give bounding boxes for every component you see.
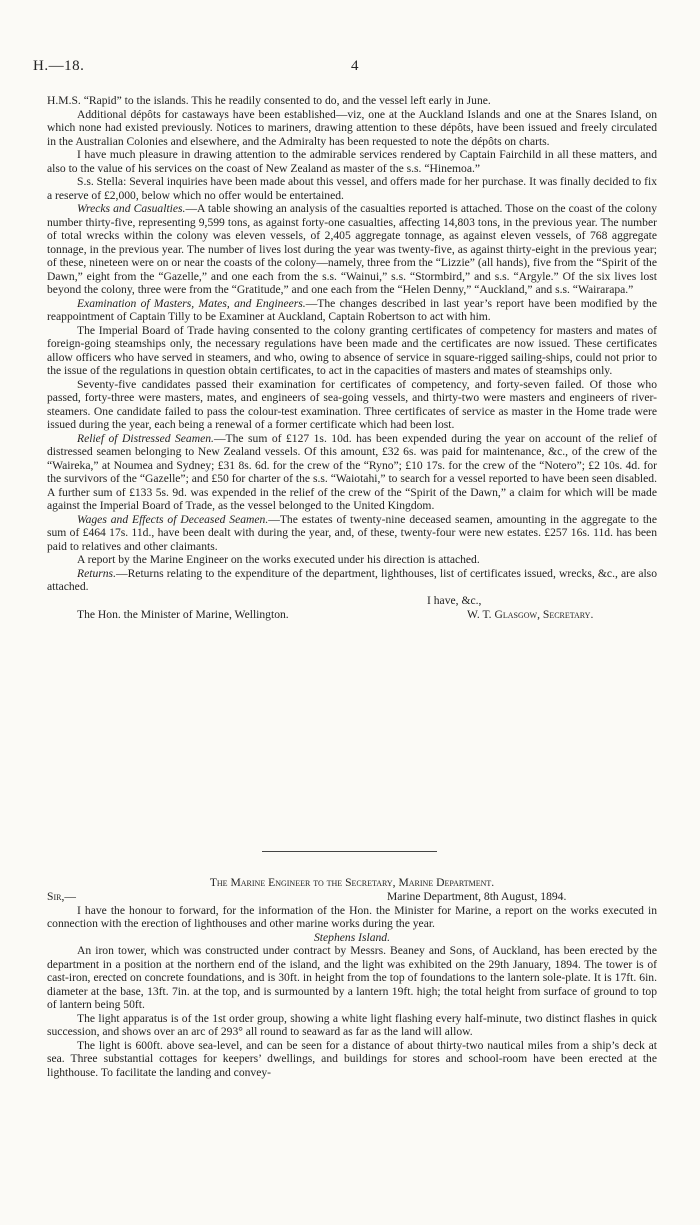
salutation: Sir,— — [47, 889, 76, 903]
addressee: The Hon. the Minister of Marine, Wellington. — [77, 607, 289, 621]
report-code: H.—18. — [33, 58, 85, 74]
paragraph-text: —Returns relating to the expenditure of the department, lighthouses, list of certificates issued, wrecks, &c., are also attached. — [47, 566, 657, 593]
subheading — [47, 931, 657, 945]
section-heading: Wrecks and Casualties. — [77, 202, 186, 215]
signature-line — [47, 608, 657, 622]
section-divider — [262, 851, 437, 852]
secretary-report-body — [47, 94, 657, 622]
letter-date: Marine Department, 8th August, 1894. — [387, 889, 567, 903]
letter-title: The Marine Engineer to the Secretary, Marine Department. — [209, 876, 495, 889]
paragraph-text: —The estates of twenty-nine deceased seamen, amounting in the aggregate to the sum of £464 17s. 11d., have been dealt with during the year, and, of these, twenty-four were new estates. £257 16s. 11d. has been paid to relatives and other claimants. — [47, 512, 657, 553]
paragraph: A report by the Marine Engineer on the works executed under his direction is attached. — [77, 553, 480, 566]
paragraph — [47, 432, 657, 513]
closing-line — [47, 594, 657, 608]
section-heading: Wages and Effects of Deceased Seamen. — [77, 512, 269, 526]
paragraph: The light is 600ft. above sea-level, and can be seen for a distance of about thirty-two nautical miles from a ship’s deck at sea. Three substantial cottages for keepers’ dwellings, and buildings for stores and school-room have been erected at the lighthouse. To facilitate the landing and convey- — [47, 1038, 657, 1079]
paragraph — [47, 513, 657, 554]
paragraph-text: —The changes described in last year’s report have been modified by the reappointment of Captain Tilly to be Examiner at Auckland, Captain Robertson to act with him. — [47, 296, 658, 323]
paragraph — [47, 202, 657, 297]
paragraph: The light apparatus is of the 1st order group, showing a white light flashing every half-minute, two distinct flashes in quick succession, and shows over an arc of 293° all round to seaward as far as the land will allow. — [47, 1011, 657, 1038]
paragraph: I have the honour to forward, for the information of the Hon. the Minister for Marine, a report on the works executed in connection with the erection of lighthouses and other marine works during the year. — [47, 903, 657, 930]
signature: W. T. Glasgow, Secretary. — [467, 607, 594, 621]
paragraph: An iron tower, which was constructed under contract by Messrs. Beaney and Sons, of Auckland, has been erected by the department in a position at the northern end of the island, and the light was exhibited on the 29th January, 1894. The tower is of cast-iron, erected on concrete foundations, and is 30ft. in height from the top of foundations to the lantern sole-plate. It is 17ft. 6in. diameter at the base, 13ft. 7in. at the top, and is surmounted by a lantern 19ft. high; the total height from surface of ground to top of lantern being 50ft. — [47, 944, 657, 1011]
paragraph: The Imperial Board of Trade having consented to the colony granting certificates of competency for masters and mates of foreign-going steamships only, the necessary regulations have been made and the certificates are now issued. These certificates allow officers who have served in steamers, and who, owing to absence of service in square-rigged sailing-ships, could not prior to the issue of the regulations in question obtain certificates, to act in the capacities of masters and mates of steamships only. — [47, 323, 657, 377]
marine-engineer-report-body — [47, 876, 657, 1079]
salutation-line — [47, 890, 657, 904]
page-number: 4 — [351, 58, 359, 74]
paragraph: H.M.S. “Rapid” to the islands. This he readily consented to do, and the vessel left early in June. — [47, 94, 491, 107]
paragraph-text: —The sum of £127 1s. 10d. has been expended during the year on account of the relief of distressed seamen belonging to New Zealand vessels. Of this amount, £32 6s. was paid for maintenance, &c., of the crew of the “Waireka,” at Noumea and Sydney; £31 8s. 6d. for the crew of the “Ryno”; £10 17s. for the crew of the “Notero”; £2 10s. 4d. for the survivors of the “Gazelle”; and £50 for charter of the s.s. “Waiotahi,” to search for a vessel reported to have been seen disabled. A further sum of £133 5s. 9d. was expended in the relief of the crew of the “Spirit of the Dawn,” a claim for which will be made against the Imperial Board of Trade, as the vessel belonged to the United Kingdom. — [47, 431, 657, 512]
paragraph: Seventy-five candidates passed their examination for certificates of competency, and forty-seven failed. Of those who passed, forty-three were masters, mates, and engineers of sea-going vessels, and thirty-two were masters and engineers of river-steamers. One candidate failed to pass the colour-test examination. Three certificates of service as master in the Home trade were issued during the year, each being a renewal of a former certificate which had been lost. — [47, 377, 657, 431]
section-heading: Returns. — [77, 566, 116, 580]
subheading-text: Stephens Island. — [314, 930, 390, 944]
paragraph: Additional dépôts for castaways have been established—viz, one at the Auckland Islands and one at the Snares Island, on which none had existed previously. Notices to mariners, drawing attention to these dépôts, have been issued and freely circulated in the Australian Colonies and elsewhere, and the Admiralty has been requested to note the dépôts on charts. — [47, 107, 657, 148]
section-heading: Examination of Masters, Mates, and Engineers. — [77, 296, 306, 310]
section-heading: Relief of Distressed Seamen. — [77, 431, 214, 445]
paragraph — [47, 567, 657, 594]
paragraph: I have much pleasure in drawing attention to the admirable services rendered by Captain Fairchild in all these matters, and also to the value of his services on the coast of New Zealand as master of the s.s. “Hinemoa.” — [47, 148, 657, 175]
paragraph: S.s. Stella: Several inquiries have been made about this vessel, and offers made for her purchase. It was finally decided to fix a reserve of £2,000, below which no offer would be entertained. — [47, 175, 657, 202]
closing-phrase: I have, &c., — [427, 593, 482, 607]
paragraph-text: —A table showing an analysis of the casualties reported is attached. Those on the coast of the colony number thirty-five, representing 9,599 tons, as against forty-one casualties, affecting 14,803 tons, in the previous year. The number of total wrecks within the colony was eleven vessels, of 2,405 aggregate tonnage, as against eleven vessels, of 768 aggregate tonnage, in the previous year. The number of lives lost during the year was twenty-five, as against thirty-eight in the previous year; of these, nineteen were on or near the coasts of the colony—namely, three from the “Lizzie” (all hands), five from the “Spirit of the Dawn,” eight from the “Gazelle,” and one each from the s.s. “Wainui,” s.s. “Stormbird,” and s.s. “Argyle.” Of the six lives lost beyond the colony, three were from the “Gratitude,” and one each from the “Helen Denny,” “Auckland,” and s.s. “Wairarapa.” — [47, 202, 658, 296]
paragraph — [47, 297, 657, 324]
